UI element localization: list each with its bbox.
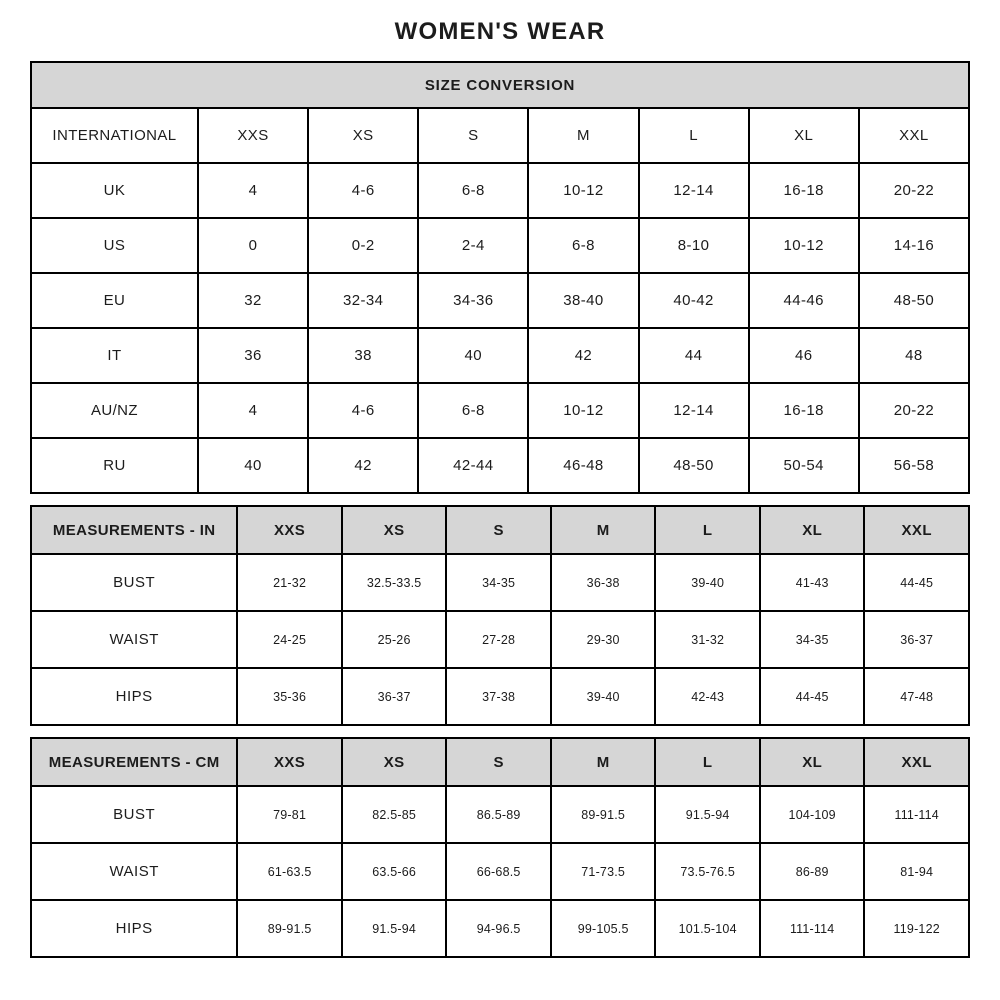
value-cell: 0-2 [308,218,418,273]
size-conversion-header-row [31,108,969,163]
value-cell: 42-44 [418,438,528,493]
size-header-cell: XS [342,738,447,786]
value-cell: 4 [198,383,308,438]
row-label-cell: AU/NZ [31,383,198,438]
table-row [31,163,969,218]
value-cell: 2-4 [418,218,528,273]
size-header-cell: XS [342,506,447,554]
size-conversion-body [31,163,969,493]
size-header-cell: XS [308,108,418,163]
value-cell: 37-38 [446,668,551,725]
value-cell: 50-54 [749,438,859,493]
table-row [31,668,969,725]
value-cell: 34-36 [418,273,528,328]
value-cell: 81-94 [864,843,969,900]
size-header-cell: M [528,108,638,163]
value-cell: 4-6 [308,383,418,438]
row-label-cell: WAIST [31,843,237,900]
measurements-cm-body [31,786,969,957]
measurements-in-table [30,505,970,726]
value-cell: 25-26 [342,611,447,668]
value-cell: 73.5-76.5 [655,843,760,900]
measurements-cm-table [30,737,970,958]
value-cell: 99-105.5 [551,900,656,957]
value-cell: 111-114 [760,900,865,957]
value-cell: 14-16 [859,218,969,273]
value-cell: 40 [198,438,308,493]
value-cell: 42 [308,438,418,493]
value-cell: 27-28 [446,611,551,668]
value-cell: 48 [859,328,969,383]
value-cell: 10-12 [749,218,859,273]
value-cell: 40-42 [639,273,749,328]
table-row [31,218,969,273]
value-cell: 42 [528,328,638,383]
size-header-cell: XXL [864,738,969,786]
row-label-cell: WAIST [31,611,237,668]
value-cell: 10-12 [528,383,638,438]
table-row [31,383,969,438]
value-cell: 31-32 [655,611,760,668]
value-cell: 89-91.5 [237,900,342,957]
row-label-cell: BUST [31,786,237,843]
value-cell: 32.5-33.5 [342,554,447,611]
size-header-cell: XXL [864,506,969,554]
size-header-cell: S [446,506,551,554]
value-cell: 41-43 [760,554,865,611]
value-cell: 6-8 [418,383,528,438]
value-cell: 101.5-104 [655,900,760,957]
size-conversion-banner-row [31,62,969,108]
value-cell: 20-22 [859,163,969,218]
row-label-cell: UK [31,163,198,218]
row-label-cell: HIPS [31,668,237,725]
value-cell: 39-40 [551,668,656,725]
size-header-cell: L [655,506,760,554]
value-cell: 42-43 [655,668,760,725]
value-cell: 6-8 [528,218,638,273]
row-label-cell: US [31,218,198,273]
size-header-cell: S [418,108,528,163]
value-cell: 35-36 [237,668,342,725]
value-cell: 66-68.5 [446,843,551,900]
measurements-in-body [31,554,969,725]
value-cell: 61-63.5 [237,843,342,900]
value-cell: 16-18 [749,383,859,438]
table-row [31,611,969,668]
value-cell: 12-14 [639,383,749,438]
size-header-cell: M [551,506,656,554]
value-cell: 44-45 [760,668,865,725]
value-cell: 10-12 [528,163,638,218]
value-cell: 56-58 [859,438,969,493]
value-cell: 63.5-66 [342,843,447,900]
value-cell: 71-73.5 [551,843,656,900]
table-title-cell: MEASUREMENTS - CM [31,738,237,786]
value-cell: 32-34 [308,273,418,328]
size-header-cell: XXS [237,506,342,554]
value-cell: 47-48 [864,668,969,725]
value-cell: 38 [308,328,418,383]
value-cell: 4 [198,163,308,218]
size-header-cell: XL [760,506,865,554]
value-cell: 119-122 [864,900,969,957]
table-row [31,273,969,328]
table-title-cell: INTERNATIONAL [31,108,198,163]
value-cell: 40 [418,328,528,383]
value-cell: 86.5-89 [446,786,551,843]
size-header-cell: M [551,738,656,786]
value-cell: 91.5-94 [342,900,447,957]
value-cell: 39-40 [655,554,760,611]
value-cell: 46 [749,328,859,383]
table-row [31,554,969,611]
measurements-cm-header-row [31,738,969,786]
value-cell: 44-45 [864,554,969,611]
size-conversion-banner: SIZE CONVERSION [31,62,969,108]
value-cell: 12-14 [639,163,749,218]
table-row [31,900,969,957]
value-cell: 94-96.5 [446,900,551,957]
value-cell: 82.5-85 [342,786,447,843]
row-label-cell: HIPS [31,900,237,957]
value-cell: 46-48 [528,438,638,493]
value-cell: 111-114 [864,786,969,843]
value-cell: 36-37 [342,668,447,725]
table-row [31,438,969,493]
value-cell: 34-35 [760,611,865,668]
size-header-cell: L [639,108,749,163]
value-cell: 79-81 [237,786,342,843]
value-cell: 20-22 [859,383,969,438]
value-cell: 104-109 [760,786,865,843]
value-cell: 6-8 [418,163,528,218]
value-cell: 48-50 [859,273,969,328]
page-title: WOMEN'S WEAR [394,18,606,45]
row-label-cell: RU [31,438,198,493]
value-cell: 44-46 [749,273,859,328]
value-cell: 38-40 [528,273,638,328]
size-header-cell: XXS [198,108,308,163]
size-header-cell: L [655,738,760,786]
size-header-cell: XL [749,108,859,163]
value-cell: 44 [639,328,749,383]
value-cell: 0 [198,218,308,273]
value-cell: 29-30 [551,611,656,668]
table-row [31,843,969,900]
value-cell: 24-25 [237,611,342,668]
value-cell: 48-50 [639,438,749,493]
measurements-in-header-row [31,506,969,554]
value-cell: 36 [198,328,308,383]
table-row [31,786,969,843]
size-header-cell: S [446,738,551,786]
value-cell: 36-38 [551,554,656,611]
value-cell: 21-32 [237,554,342,611]
value-cell: 16-18 [749,163,859,218]
value-cell: 89-91.5 [551,786,656,843]
value-cell: 86-89 [760,843,865,900]
row-label-cell: EU [31,273,198,328]
size-conversion-table [30,61,970,494]
row-label-cell: IT [31,328,198,383]
table-title-cell: MEASUREMENTS - IN [31,506,237,554]
row-label-cell: BUST [31,554,237,611]
value-cell: 4-6 [308,163,418,218]
value-cell: 36-37 [864,611,969,668]
value-cell: 8-10 [639,218,749,273]
table-row [31,328,969,383]
size-header-cell: XL [760,738,865,786]
value-cell: 32 [198,273,308,328]
value-cell: 91.5-94 [655,786,760,843]
value-cell: 34-35 [446,554,551,611]
size-header-cell: XXL [859,108,969,163]
size-header-cell: XXS [237,738,342,786]
